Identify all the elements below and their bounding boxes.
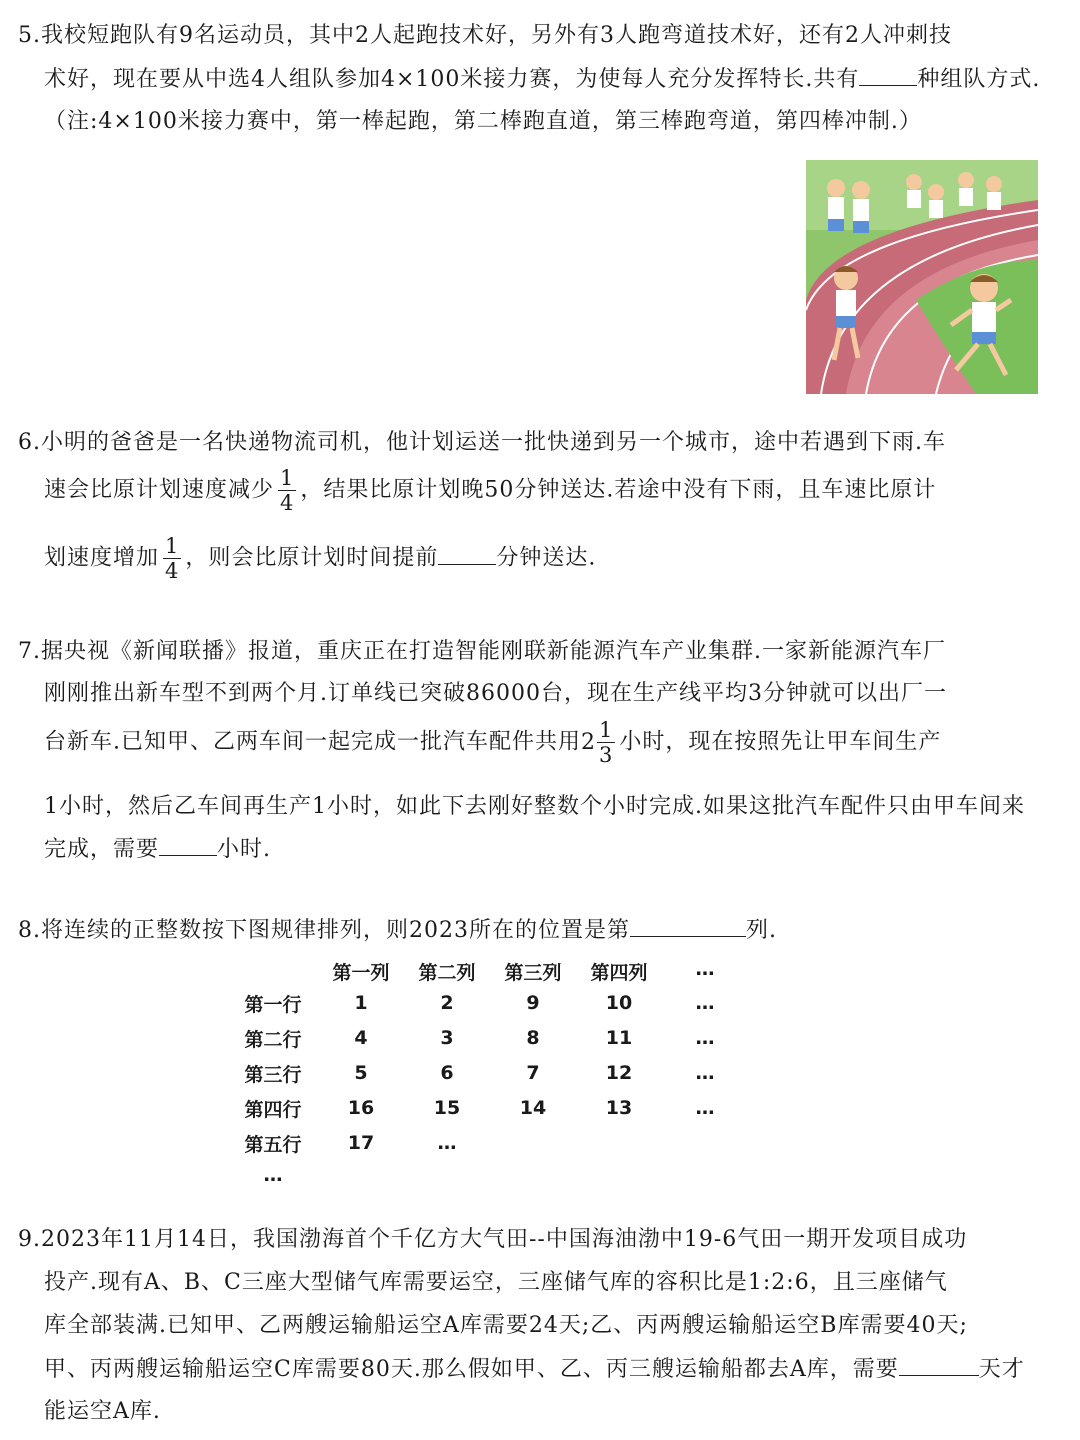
row-header: 第五行 <box>244 1134 302 1156</box>
q9-line-4b: 天才 <box>978 1357 1025 1382</box>
q7-line-5b: 小时. <box>217 837 272 862</box>
row-header: 第四行 <box>244 1099 302 1121</box>
row-header: 第一行 <box>244 994 302 1016</box>
table-cell: … <box>695 1062 715 1084</box>
row-header: … <box>263 1164 283 1186</box>
q7-line-1: 7.据央视《新闻联播》报道，重庆正在打造智能刚联新能源汽车产业集群.一家新能源汽车厂 <box>18 639 946 664</box>
table-cell: … <box>695 992 715 1014</box>
row-header: 第三行 <box>244 1064 302 1086</box>
q7-line-2: 刚刚推出新车型不到两个月.订单线已突破86000台，现在生产线平均3分钟就可以出厂一 <box>44 681 947 706</box>
q9-line-4a: 甲、丙两艘运输船运空C库需要80天.那么假如甲、乙、丙三艘运输船都去A库，需要 <box>44 1357 899 1382</box>
table-cell: 11 <box>605 1027 633 1049</box>
q5-answer-blank[interactable] <box>859 61 917 86</box>
col-header: 第二列 <box>418 962 476 984</box>
row-header: 第二行 <box>244 1029 302 1051</box>
col-header: 第四列 <box>590 962 648 984</box>
q6-answer-blank[interactable] <box>438 540 496 565</box>
col-header: 第三列 <box>504 962 562 984</box>
q7-line-4: 1小时，然后乙车间再生产1小时，如此下去刚好整数个小时完成.如果这批汽车配件只由甲车间来 <box>44 794 1025 819</box>
q5-line-3: （注:4×100米接力赛中，第一棒起跑，第二棒跑直道，第三棒跑弯道，第四棒冲制.） <box>44 109 922 134</box>
q6-fraction-2: $\frac{1}{4}$ <box>165 534 180 583</box>
table-cell: 6 <box>440 1062 454 1084</box>
table-cell: 16 <box>347 1097 375 1119</box>
table-cell: 5 <box>354 1062 368 1084</box>
q8-line-1b: 列. <box>745 918 777 943</box>
q8-line-1 <box>18 912 777 944</box>
q9-line-1: 9.2023年11月14日，我国渤海首个千亿方大气田--中国海油渤中19-6气田一期开发项目成功 <box>18 1227 968 1252</box>
table-cell: 9 <box>526 992 540 1014</box>
table-cell: 8 <box>526 1027 540 1049</box>
table-cell: 15 <box>433 1097 461 1119</box>
table-cell: 14 <box>519 1097 547 1119</box>
q7-line-3b: 小时，现在按照先让甲车间生产 <box>619 729 942 755</box>
q6-line-1: 6.小明的爸爸是一名快递物流司机，他计划运送一批快递到另一个城市，途中若遇到下雨.车 <box>18 430 946 455</box>
q5-line-2 <box>44 61 1040 93</box>
q7-line-5a: 完成，需要 <box>44 837 160 862</box>
q7-line-5 <box>44 831 271 863</box>
col-header: 第一列 <box>332 962 390 984</box>
table-cell: … <box>695 1097 715 1119</box>
q9-line-3: 库全部装满.已知甲、乙两艘运输船运空A库需要24天;乙、丙两艘运输船运空B库需要40天; <box>44 1313 968 1338</box>
q6-line-3c: 分钟送达. <box>496 545 597 571</box>
q7-mixed-fraction: $\frac{1}{3}$ <box>599 718 614 767</box>
col-header: … <box>695 958 715 980</box>
table-cell: 13 <box>605 1097 633 1119</box>
table-cell: 2 <box>440 992 454 1014</box>
q6-line-2a: 速会比原计划速度减少 <box>44 477 275 503</box>
table-cell: 1 <box>354 992 368 1014</box>
q9-line-4 <box>44 1351 1025 1383</box>
table-cell: 12 <box>605 1062 633 1084</box>
q7-line-3 <box>44 718 941 767</box>
q6-fraction-1: $\frac{1}{4}$ <box>280 466 295 515</box>
q7-line-3a: 台新车.已知甲、乙两车间一起完成一批汽车配件共用 <box>44 729 581 755</box>
q6-line-3b: ，则会比原计划时间提前 <box>185 545 439 571</box>
q9-answer-blank[interactable] <box>899 1351 979 1376</box>
q8-answer-blank[interactable] <box>630 912 746 937</box>
q9-line-2: 投产.现有A、B、C三座大型储气库需要运空，三座储气库的容积比是1:2:6，且三座储气 <box>44 1270 948 1295</box>
q5-line-1: 5.我校短跑队有9名运动员，其中2人起跑技术好，另外有3人跑弯道技术好，还有2人冲刺技 <box>18 23 952 48</box>
q5-line-2b: 种组队方式. <box>917 67 1041 92</box>
table-cell: 10 <box>605 992 633 1014</box>
q7-mixed-integer: 2 <box>581 730 596 755</box>
table-cell: 4 <box>354 1027 368 1049</box>
q8-line-1a: 8.将连续的正整数按下图规律排列，则2023所在的位置是第 <box>18 918 630 943</box>
q6-line-2 <box>44 466 936 515</box>
table-cell: … <box>437 1132 457 1154</box>
q6-line-2b: ，结果比原计划晚50分钟送达.若途中没有下雨，且车速比原计 <box>300 477 937 503</box>
table-cell: 17 <box>347 1132 375 1154</box>
q6-line-3 <box>44 534 596 583</box>
q5-line-2a: 术好，现在要从中选4人组队参加4×100米接力赛，为使每人充分发挥特长.共有 <box>44 67 860 92</box>
q6-line-3a: 划速度增加 <box>44 545 160 571</box>
table-cell: 7 <box>526 1062 540 1084</box>
relay-race-illustration <box>806 160 1038 394</box>
q9-line-5: 能运空A库. <box>44 1399 161 1424</box>
table-cell: … <box>695 1027 715 1049</box>
table-cell: 3 <box>440 1027 454 1049</box>
q7-answer-blank[interactable] <box>159 831 217 856</box>
